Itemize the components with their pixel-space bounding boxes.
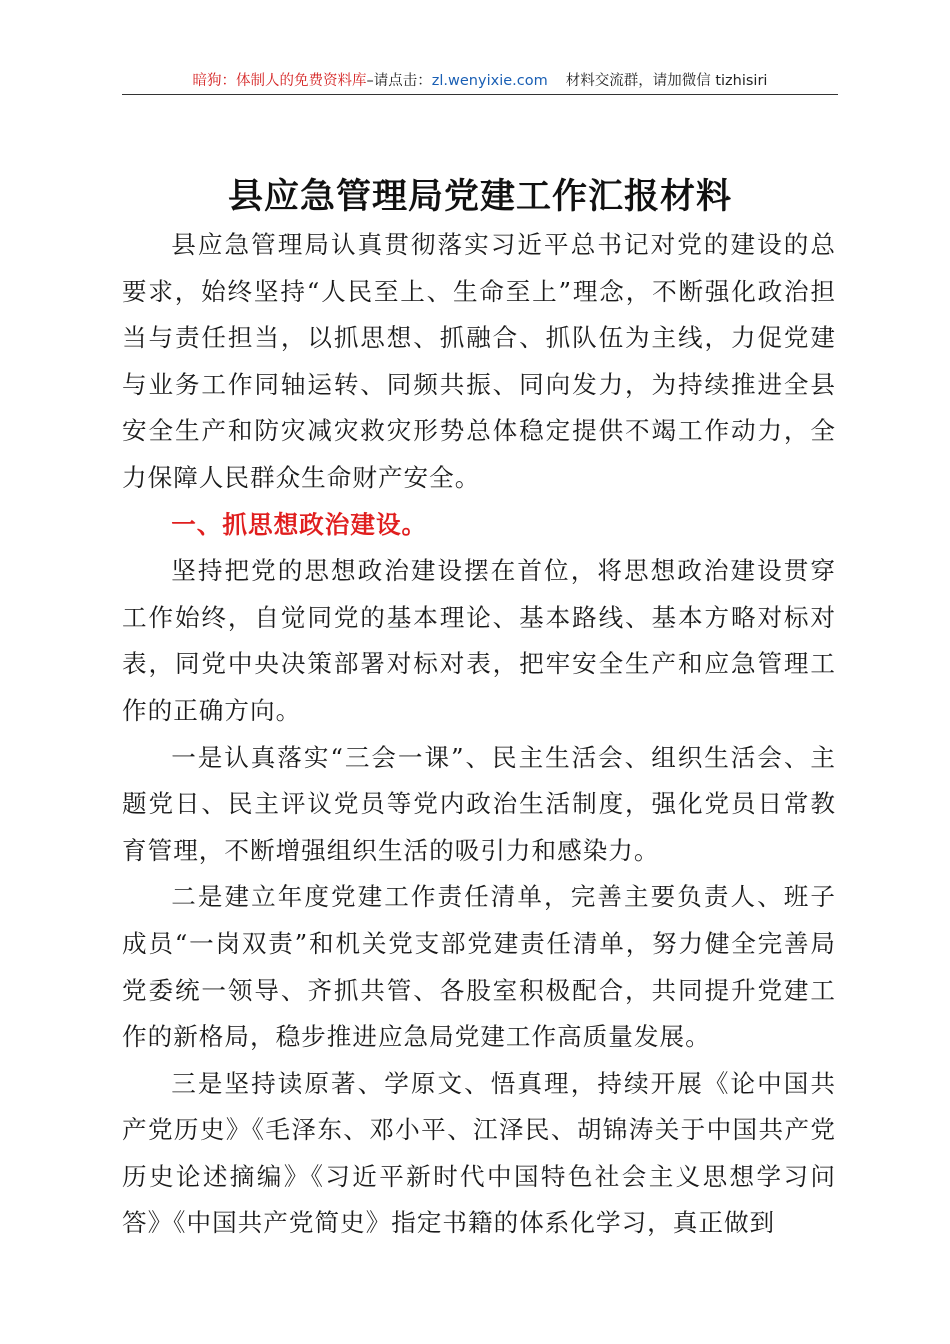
header-link[interactable]: zl.wenyixie.com — [431, 73, 548, 89]
document-title: 县应急管理局党建工作汇报材料 — [227, 176, 732, 218]
point-three-paragraph: 三是坚持读原著、学原文、悟真理，持续开展《论中国共产党历史》《毛泽东、邓小平、江泽民、胡锦涛关于中国共产党历史论述摘编》《习近平新时代中国特色社会主义思想学习问答》《中国共产党简史》指定书籍的体系化学习，真正做到 — [122, 1068, 836, 1238]
intro-paragraph: 县应急管理局认真贯彻落实习近平总书记对党的建设的总要求，始终坚持“人民至上、生命至上”理念，不断强化政治担当与责任担当，以抓思想、抓融合、抓队伍为主线，力促党建与业务工作同轴运转、同频共振、同向发力，为持续推进全县安全生产和防灾减灾救灾形势总体稳定提供不竭工作动力，全力保障人民群众生命财产安全。 — [122, 230, 836, 492]
header-promo: 暗狗：体制人的免费资料库 — [192, 73, 367, 89]
document-body — [122, 222, 836, 1247]
header-divider — [122, 94, 838, 95]
header-contact: 材料交流群，请加微信 tizhisiri — [565, 73, 768, 89]
section-heading: 一、抓思想政治建设。 — [171, 509, 428, 539]
header-link-prefix: –请点击： — [366, 73, 432, 89]
point-one-paragraph: 一是认真落实“三会一课”、民主生活会、组织生活会、主题党日、民主评议党员等党内政治生活制度，强化党员日常教育管理，不断增强组织生活的吸引力和感染力。 — [122, 742, 836, 865]
page-header — [122, 68, 838, 94]
section-lead-paragraph: 坚持把党的思想政治建设摆在首位，将思想政治建设贯穿工作始终，自觉同党的基本理论、基本路线、基本方略对标对表，同党中央决策部署对标对表，把牢安全生产和应急管理工作的正确方向。 — [122, 556, 836, 725]
point-two-paragraph: 二是建立年度党建工作责任清单，完善主要负责人、班子成员“一岗双责”和机关党支部党建责任清单，努力健全完善局党委统一领导、齐抓共管、各股室积极配合，共同提升党建工作的新格局，稳步推进应急局党建工作高质量发展。 — [122, 882, 836, 1052]
